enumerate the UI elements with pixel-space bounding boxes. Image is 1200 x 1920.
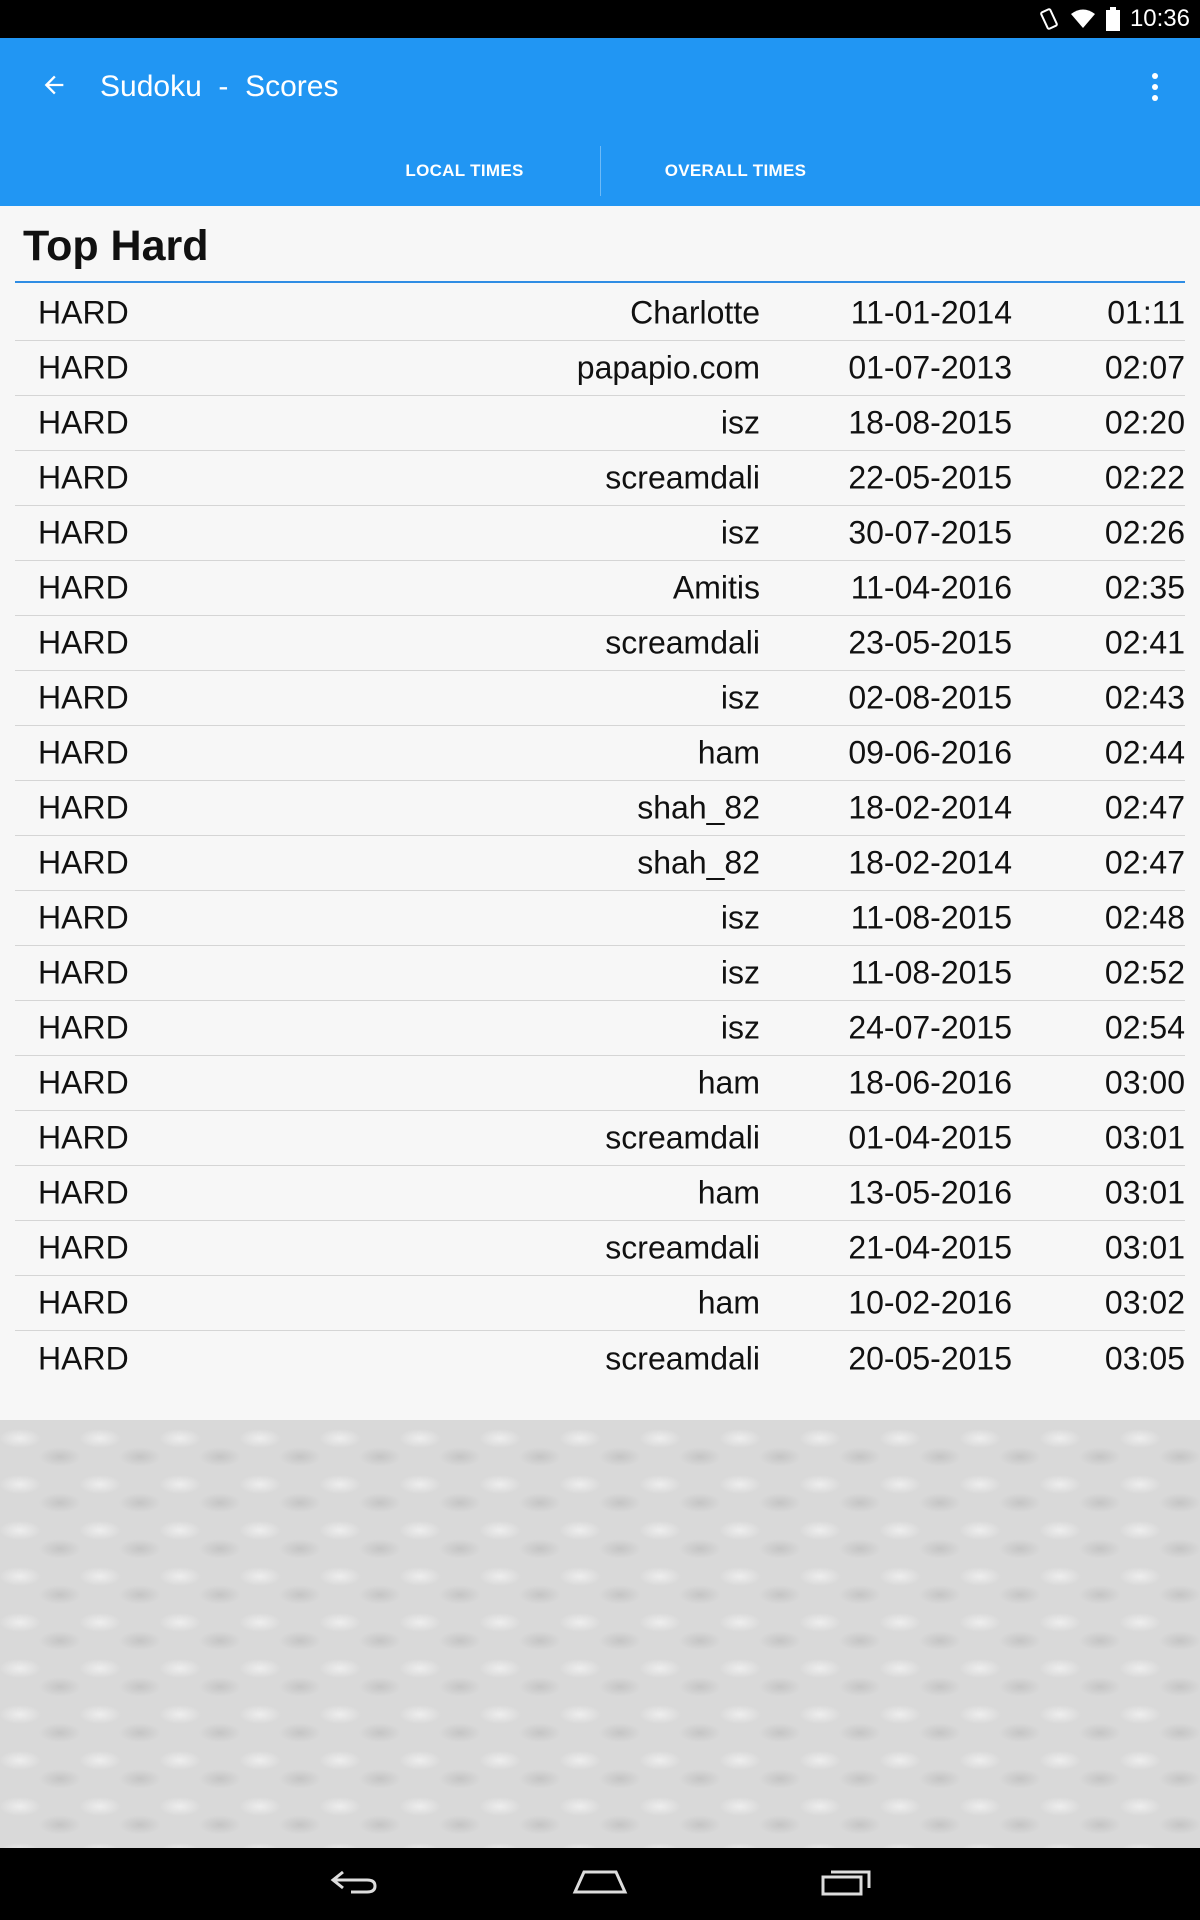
player-name: isz xyxy=(720,954,760,991)
score-row xyxy=(15,1331,1185,1386)
player-name: isz xyxy=(720,679,760,716)
score-time: 02:22 xyxy=(1104,459,1185,496)
page-title: Sudoku - Scores xyxy=(100,70,339,103)
score-level: HARD xyxy=(38,789,129,826)
tab-local-times[interactable]: LOCAL TIMES xyxy=(405,161,524,180)
score-row xyxy=(15,891,1185,946)
score-time: 02:54 xyxy=(1104,1009,1185,1046)
score-row xyxy=(15,836,1185,891)
score-time: 02:35 xyxy=(1104,569,1185,606)
score-time: 02:20 xyxy=(1104,404,1185,441)
player-name: papapio.com xyxy=(576,349,760,386)
overflow-menu-button[interactable] xyxy=(1110,38,1200,136)
player-name: ham xyxy=(697,1174,760,1211)
score-row xyxy=(15,1166,1185,1221)
nav-back-icon xyxy=(329,1869,379,1900)
title-divider xyxy=(15,281,1185,283)
score-level: HARD xyxy=(38,1119,129,1156)
score-row xyxy=(15,1111,1185,1166)
player-name: isz xyxy=(720,404,760,441)
player-name: isz xyxy=(720,1009,760,1046)
score-level: HARD xyxy=(38,1340,129,1376)
score-level: HARD xyxy=(38,1174,129,1211)
score-time: 02:47 xyxy=(1104,844,1185,881)
nav-recents-icon xyxy=(820,1868,872,1901)
score-level: HARD xyxy=(38,404,129,441)
score-time: 02:07 xyxy=(1104,349,1185,386)
score-list xyxy=(15,286,1185,1386)
score-row xyxy=(15,946,1185,1001)
score-row xyxy=(15,671,1185,726)
score-date: 21-04-2015 xyxy=(848,1229,1012,1266)
score-time: 03:01 xyxy=(1104,1119,1185,1156)
tab-overall-times[interactable]: OVERALL TIMES xyxy=(664,161,807,180)
score-date: 01-07-2013 xyxy=(848,349,1012,386)
score-row xyxy=(15,1276,1185,1331)
scores-panel xyxy=(0,206,1200,1420)
score-level: HARD xyxy=(38,459,129,496)
player-name: isz xyxy=(720,514,760,551)
score-time: 02:41 xyxy=(1104,624,1185,661)
score-date: 01-04-2015 xyxy=(848,1119,1012,1156)
player-name: Amitis xyxy=(672,569,760,606)
score-row xyxy=(15,286,1185,341)
player-name: screamdali xyxy=(605,1119,760,1156)
score-level: HARD xyxy=(38,1284,129,1321)
score-time: 02:52 xyxy=(1104,954,1185,991)
score-time: 02:47 xyxy=(1104,789,1185,826)
score-row xyxy=(15,451,1185,506)
score-date: 13-05-2016 xyxy=(848,1174,1012,1211)
background-texture xyxy=(0,1420,1200,1848)
score-row xyxy=(15,561,1185,616)
nav-recents-button[interactable] xyxy=(798,1848,894,1920)
player-name: Charlotte xyxy=(630,294,760,331)
score-level: HARD xyxy=(38,734,129,771)
score-level: HARD xyxy=(38,514,129,551)
system-nav-bar xyxy=(0,1848,1200,1920)
score-time: 03:05 xyxy=(1104,1340,1185,1376)
score-date: 23-05-2015 xyxy=(848,624,1012,661)
more-vert-icon xyxy=(1152,73,1158,79)
section-title: Top Hard xyxy=(23,222,209,270)
score-date: 11-08-2015 xyxy=(850,954,1012,991)
score-row xyxy=(15,781,1185,836)
score-date: 18-06-2016 xyxy=(848,1064,1012,1101)
score-date: 24-07-2015 xyxy=(848,1009,1012,1046)
score-date: 18-02-2014 xyxy=(848,844,1012,881)
player-name: ham xyxy=(697,1284,760,1321)
score-date: 10-02-2016 xyxy=(848,1284,1012,1321)
score-level: HARD xyxy=(38,294,129,331)
score-time: 02:26 xyxy=(1104,514,1185,551)
arrow-back-icon xyxy=(40,71,68,104)
toolbar xyxy=(0,38,1200,136)
score-date: 22-05-2015 xyxy=(848,459,1012,496)
score-date: 02-08-2015 xyxy=(848,679,1012,716)
player-name: isz xyxy=(720,899,760,936)
score-level: HARD xyxy=(38,1064,129,1101)
score-date: 20-05-2015 xyxy=(848,1340,1012,1376)
score-row xyxy=(15,1221,1185,1276)
player-name: shah_82 xyxy=(637,789,760,826)
score-row xyxy=(15,341,1185,396)
score-time: 03:01 xyxy=(1104,1174,1185,1211)
score-time: 02:48 xyxy=(1104,899,1185,936)
score-date: 11-01-2014 xyxy=(850,294,1012,331)
wifi-icon xyxy=(1070,8,1096,30)
score-time: 03:02 xyxy=(1104,1284,1185,1321)
score-level: HARD xyxy=(38,1229,129,1266)
player-name: screamdali xyxy=(605,1340,760,1376)
score-level: HARD xyxy=(38,624,129,661)
app-bar xyxy=(0,38,1200,206)
score-time: 03:00 xyxy=(1104,1064,1185,1101)
nav-home-button[interactable] xyxy=(552,1848,648,1920)
score-row xyxy=(15,1056,1185,1111)
score-time: 01:11 xyxy=(1107,294,1185,331)
player-name: screamdali xyxy=(605,459,760,496)
back-button[interactable] xyxy=(0,38,100,136)
score-row xyxy=(15,396,1185,451)
score-time: 02:43 xyxy=(1104,679,1185,716)
nav-back-button[interactable] xyxy=(306,1848,402,1920)
battery-icon xyxy=(1106,7,1120,31)
score-row xyxy=(15,1001,1185,1056)
score-date: 18-02-2014 xyxy=(848,789,1012,826)
vibrate-icon xyxy=(1038,7,1060,31)
player-name: ham xyxy=(697,734,760,771)
score-level: HARD xyxy=(38,1009,129,1046)
score-level: HARD xyxy=(38,844,129,881)
score-row xyxy=(15,616,1185,671)
score-level: HARD xyxy=(38,569,129,606)
player-name: ham xyxy=(697,1064,760,1101)
score-date: 18-08-2015 xyxy=(848,404,1012,441)
player-name: screamdali xyxy=(605,624,760,661)
nav-home-icon xyxy=(572,1869,628,1900)
score-row xyxy=(15,506,1185,561)
score-row xyxy=(15,726,1185,781)
status-bar xyxy=(0,0,1200,38)
player-name: shah_82 xyxy=(637,844,760,881)
tab-bar xyxy=(0,136,1200,206)
score-date: 11-04-2016 xyxy=(850,569,1012,606)
score-date: 11-08-2015 xyxy=(850,899,1012,936)
score-level: HARD xyxy=(38,679,129,716)
score-time: 02:44 xyxy=(1104,734,1185,771)
score-level: HARD xyxy=(38,954,129,991)
player-name: screamdali xyxy=(605,1229,760,1266)
score-time: 03:01 xyxy=(1104,1229,1185,1266)
score-level: HARD xyxy=(38,899,129,936)
score-level: HARD xyxy=(38,349,129,386)
score-date: 09-06-2016 xyxy=(848,734,1012,771)
status-time: 10:36 xyxy=(1129,5,1190,32)
score-date: 30-07-2015 xyxy=(848,514,1012,551)
